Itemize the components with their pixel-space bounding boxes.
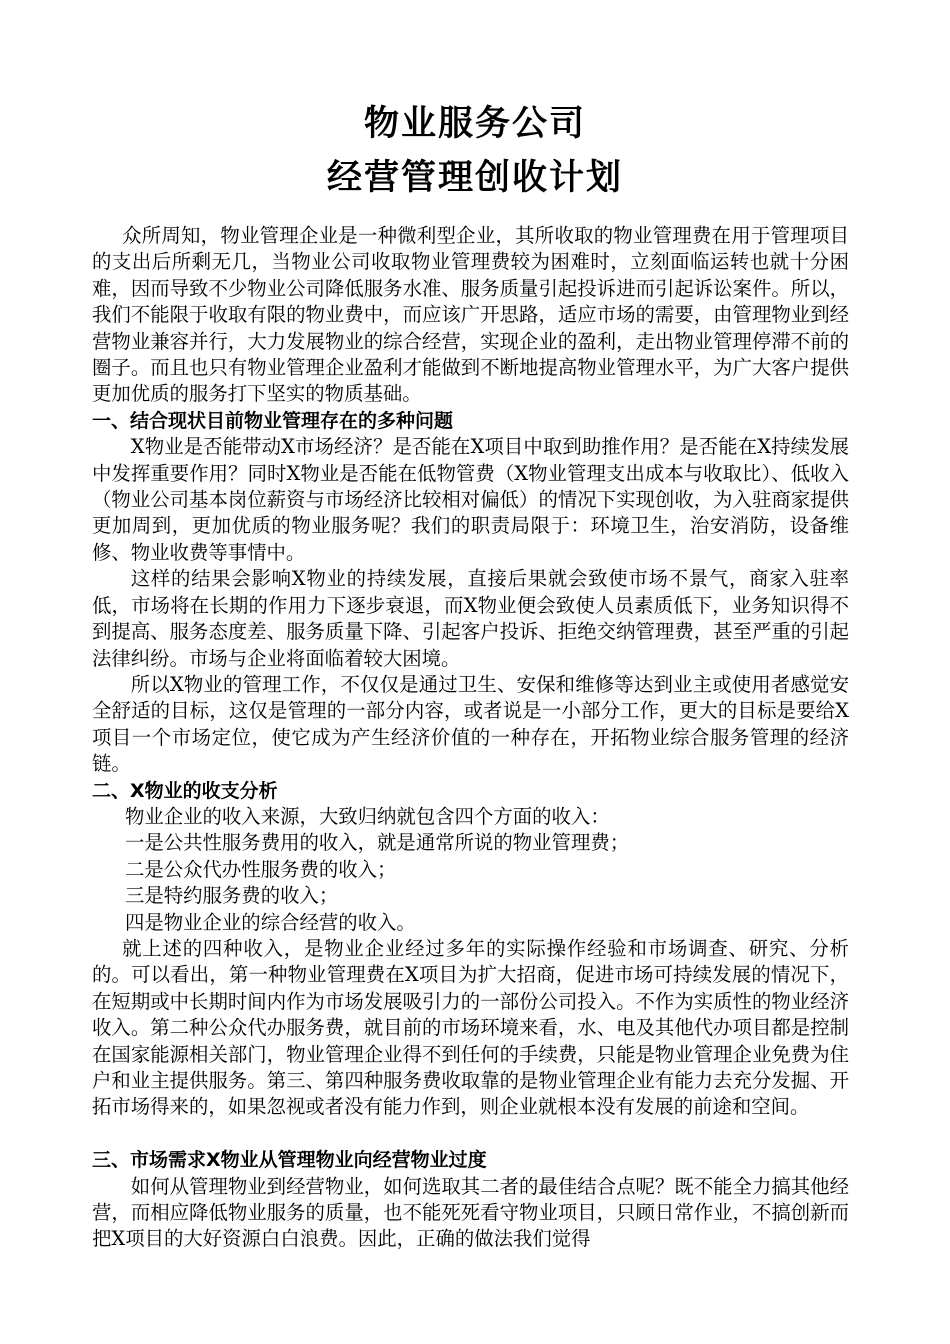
section2-paragraph-1: 就上述的四种收入，是物业企业经过多年的实际操作经验和市场调查、研究、分析的。可以看出，第一种物业管理费在X项目为扩大招商，促进市场可持续发展的情况下，在短期或中长期时间内作为市场发展吸引力的一部份公司投入。不作为实质性的物业经济收入。第二种公众代办服务费，就目前的市场环境来看，水、电及其他代办项目都是控制在国家能源相关部门，物业管理企业得不到任何的手续费，只能是物业管理企业免费为住户和业主提供服务。第三、第四种服务费收取靠的是物业管理企业有能力去充分发掘、开拓市场得来的，如果忽视或者没有能力作到，则企业就根本没有发展的前途和空间。 (92, 936, 849, 1119)
section1-heading: 一、结合现状目前物业管理存在的多种问题 (92, 409, 454, 432)
document-title-line2: 经营管理创收计划 (326, 158, 623, 198)
section1-paragraph-2: 这样的结果会影响X物业的持续发展，直接后果就会致使市场不景气，商家入驻率低，市场将在长期的作用力下逐步衰退，而X物业便会致使人员素质低下，业务知识得不到提高、服务态度差、服务质量下降、引起客户投诉、拒绝交纳管理费，甚至严重的引起法律纠纷。市场与企业将面临着较大困境。 (92, 567, 849, 670)
section1-paragraph-1: X物业是否能带动X市场经济？是否能在X项目中取到助推作用？是否能在X持续发展中发挥重要作用？同时X物业是否能在低物管费（X物业管理支出成本与收取比）、低收入（物业公司基本岗位薪资与市场经济比较相对偏低）的情况下实现创收，为入驻商家提供更加周到，更加优质的物业服务呢？我们的职责局限于：环境卫生，治安消防，设备维修、物业收费等事情中。 (92, 435, 849, 564)
document-title-line1: 物业服务公司 (363, 104, 586, 144)
section2-intro: 物业企业的收入来源，大致归纳就包含四个方面的收入： (124, 804, 610, 828)
intro-paragraph: 众所周知，物业管理企业是一种微利型企业，其所收取的物业管理费在用于管理项目的支出后所剩无几，当物业公司收取物业管理费较为困难时，立刻面临运转也就十分困难，因而导致不少物业公司降低服务水准、服务质量引起投诉进而引起诉讼案件。所以，我们不能限于收取有限的物业费中，而应该广开思路，适应市场的需要，由管理物业到经营物业兼容并行，大力发展物业的综合经营，实现企业的盈利，走出物业管理停滞不前的圈子。而且也只有物业管理企业盈利才能做到不断地提高物业管理水平，为广大客户提供更加优质的服务打下坚实的物质基础。 (92, 224, 849, 406)
income-list-item: 一是公共性服务费用的收入，就是通常所说的物业管理费； (124, 831, 630, 855)
section3-paragraph-1: 如何从管理物业到经营物业，如何选取其二者的最佳结合点呢？既不能全力搞其他经营，而相应降低物业服务的质量，也不能死死看守物业项目，只顾日常作业，不搞创新而把X项目的大好资源白白浪费。因此，正确的做法我们觉得 (92, 1174, 849, 1251)
income-list-item: 二是公众代办性服务费的收入； (124, 857, 397, 881)
section-spacer (92, 1121, 849, 1147)
document-body (92, 223, 849, 1253)
income-list-item: 三是特约服务费的收入； (124, 884, 339, 908)
income-list-item: 四是物业企业的综合经营的收入。 (124, 910, 416, 934)
section3-heading: 三、市场需求X物业从管理物业向经营物业过度 (92, 1149, 487, 1172)
section2-heading: 二、X物业的收支分析 (92, 779, 278, 802)
section1-paragraph-3: 所以X物业的管理工作，不仅仅是通过卫生、安保和维修等达到业主或使用者感觉安全舒适的目标，这仅是管理的一部分内容，或者说是一小部分工作，更大的目标是要给X项目一个市场定位，使它成为产生经济价值的一种存在，开拓物业综合服务管理的经济链。 (92, 672, 849, 776)
